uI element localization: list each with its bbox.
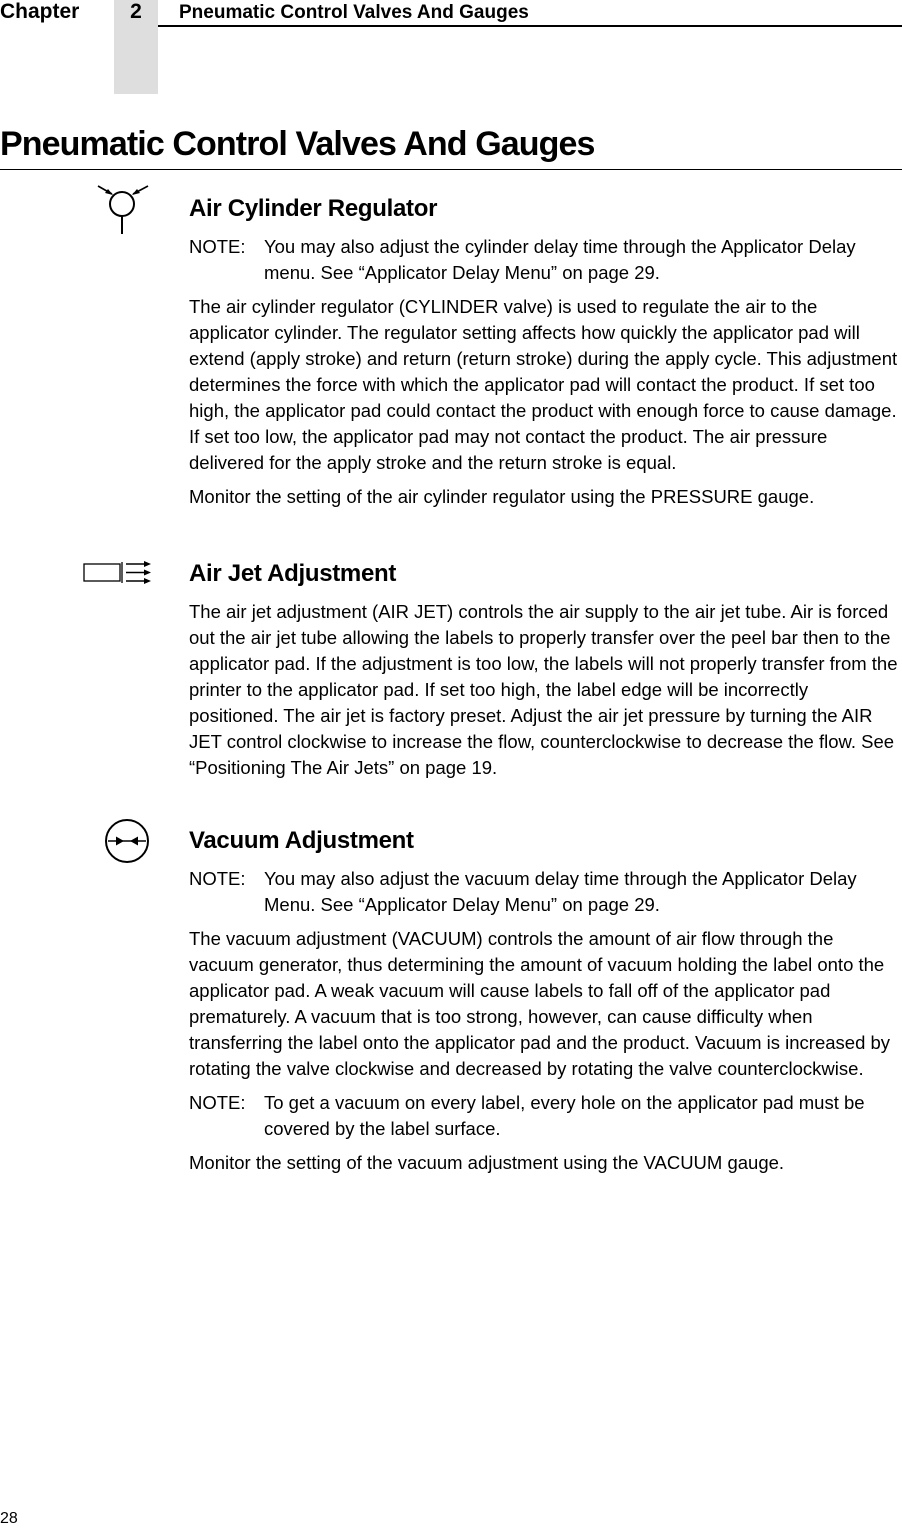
chapter-number: 2: [130, 0, 142, 23]
note-text: To get a vacuum on every label, every hole on the applicator pad must be covered by the label surface.: [264, 1092, 865, 1139]
section-heading: Air Jet Adjustment: [189, 560, 397, 587]
note: [189, 1090, 902, 1142]
note: [189, 234, 902, 286]
body-paragraph: The air jet adjustment (AIR JET) controls the air supply to the air jet tube. Air is forced out the air jet tube allowing the labels to properly transfer over the peel bar then to the applicator pad. If the adjustment is too low, the labels will not properly transfer from the printer to the applicator pad. If set too high, the label edge will be incorrectly positioned. The air jet is factory preset. Adjust the air jet pressure by turning the AIR JET control clockwise to increase the flow, counterclockwise to decrease the flow. See “Positioning The Air Jets” on page 19.: [189, 601, 898, 778]
body-paragraph: Monitor the setting of the vacuum adjustment using the VACUUM gauge.: [189, 1152, 785, 1173]
section-air-cylinder-regulator: [189, 194, 902, 518]
note-text: You may also adjust the vacuum delay time through the Applicator Delay Menu. See “Applicator Delay Menu” on page 29.: [264, 868, 857, 915]
section-heading: Vacuum Adjustment: [189, 827, 414, 854]
body-paragraph: The vacuum adjustment (VACUUM) controls the amount of air flow through the vacuum generator, thus determining the amount of vacuum holding the label onto the applicator pad. A weak vacuum will cause labels to fall off of the applicator pad prematurely. A vacuum that is too strong, however, can cause difficulty when transferring the label onto the applicator pad and the product. Vacuum is increased by rotating the valve clockwise and decreased by rotating the valve counterclockwise.: [189, 928, 891, 1079]
chapter-number-tab: [114, 0, 158, 94]
note-label: NOTE:: [189, 868, 246, 889]
body-paragraph: The air cylinder regulator (CYLINDER valve) is used to regulate the air to the applicator cylinder. The regulator setting affects how quickly the applicator pad will extend (apply stroke) and return (return stroke) during the apply cycle. This adjustment determines the force with which the applicator pad will contact the product. If set too high, the applicator pad could contact the product with enough force to cause damage. If set too low, the applicator pad may not contact the product. The air pressure delivered for the apply stroke and the return stroke is equal.: [189, 296, 898, 473]
section-vacuum-adjustment: [189, 826, 902, 1184]
page-number: 28: [0, 1510, 18, 1527]
page-title: Pneumatic Control Valves And Gauges: [0, 125, 595, 163]
note: [189, 866, 902, 918]
note-text: You may also adjust the cylinder delay time through the Applicator Delay menu. See “Applicator Delay Menu” on page 29.: [264, 236, 856, 283]
section-heading: Air Cylinder Regulator: [189, 195, 438, 222]
air-jet-icon: [82, 560, 154, 586]
note-label: NOTE:: [189, 1092, 246, 1113]
note-label: NOTE:: [189, 236, 246, 257]
air-cylinder-regulator-icon: [92, 180, 154, 236]
vacuum-icon: [102, 818, 154, 866]
header-rule: [158, 25, 902, 27]
chapter-label: Chapter: [0, 0, 80, 23]
running-header-title: Pneumatic Control Valves And Gauges: [179, 2, 529, 23]
section-air-jet-adjustment: [189, 559, 902, 789]
body-paragraph: Monitor the setting of the air cylinder regulator using the PRESSURE gauge.: [189, 486, 815, 507]
title-divider: [0, 169, 902, 170]
